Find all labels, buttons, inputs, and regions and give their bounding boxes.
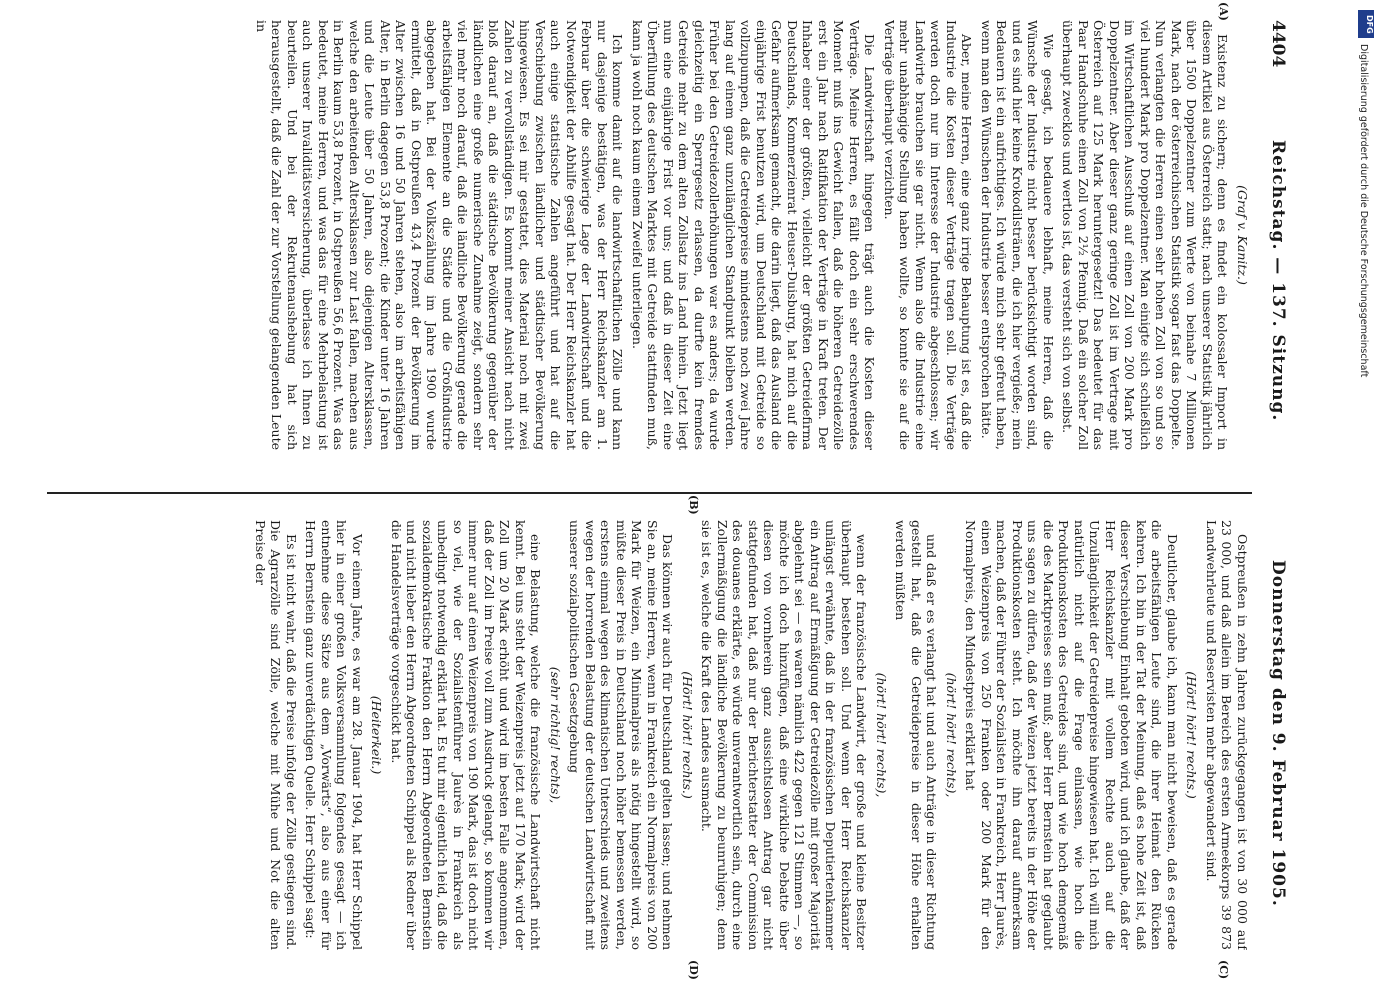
header-right-title: Donnerstag den 9. Februar 1905. xyxy=(1268,560,1288,907)
dfg-logo: DFG xyxy=(1358,10,1374,38)
rotated-page xyxy=(40,0,1300,1000)
page-number: 4404 xyxy=(1268,20,1288,68)
paragraph: und daß er es verlangt hat und auch Anträge in dieser Richtung gestellt hat, daß die Getreidepreise in dieser Höhe erhalten werden müßten xyxy=(893,520,940,950)
interjection: (hört! hört! rechts), xyxy=(944,672,959,798)
paragraph: Wie gesagt, ich bedauere lebhaft, meine Herren, daß die Wünsche der Industrie nicht besser berücksichtigt worden sind, und es sind hier keine Krokodilstränen, die ich hier vergieße; mein Bedauern ist ein aufrichtiges. Ich würde mich sehr gefreut haben, wenn man den Wünschen der Industrie besser entsprochen hätte. xyxy=(979,20,1056,450)
interjection: (hört! hört! rechts), xyxy=(874,672,889,798)
interjection: (Hört! hört! rechts.) xyxy=(680,671,695,799)
interjection: (sehr richtig! rechts), xyxy=(548,666,563,804)
right-column xyxy=(50,520,1250,950)
quotation: Es ist nicht wahr, daß die Preise infolge der Zölle gestiegen sind. Die Agrarzölle sind Zölle, welche mit Mühe und Not die alten Preise der xyxy=(253,520,299,950)
paragraph: eine Belastung, welche die französische Landwirtschaft nicht kennt. Bei uns steht der Weizenpreis jetzt auf 170 Mark; wird der Zoll um 20 Mark erhöht und wird im besten Falle angenommen, daß der Zoll im Preise voll zum Ausdruck gelangt, so kommen wir immer nur auf einen Weizenpreis von 190 Mark, das ist doch nicht so viel, wie der Sozialistenführer Jaurès in Frankreich als unbedingt notwendig erklärt hat. Es tut mir eigentlich leid, daß die sozialdemokratische Fraktion den Herrn Abgeordneten Bernstein und nicht lieber den Herrn Abgeordneten Schippel als Redner über die Handelsverträge vorgeschickt hat. xyxy=(389,520,544,950)
paragraph: Deutlicher, glaube ich, kann man nicht beweisen, daß es gerade die arbeitsfähigen Leute sind, die ihrer Heimat den Rücken kehren. Ich bin in der Tat der Meinung, daß es hohe Zeit ist, daß dieser Verschiebung Einhalt geboten wird, und ich glaube, daß der Herr Reichskanzler mit vollem Rechte auch auf die Unzulänglichkeit der Getreidepreise hingewiesen hat. Ich will mich natürlich nicht auf die Frage einlassen, wie hoch die Produktionskosten des Getreides sind, und wie hoch demgemäß die des Marktpreises sein muß; aber Herr Bernstein hat geglaubt uns sagen zu dürfen, daß der Weizen jetzt bereits in der Höhe der Produktionskosten steht. Ich möchte ihn darauf aufmerksam machen, daß der Führer der Sozialisten in Frankreich, Herr Jaurès, einen Weizenpreis von 250 Franken oder 200 Mark für den Normalpreis, den Mindestpreis erklärt hat xyxy=(963,520,1180,950)
paragraph: Aber, meine Herren, eine ganz irrige Behauptung ist es, daß die Industrie die Kosten dieser Verträge tragen soll. Die Verträge werden doch nur im Interesse der Industrie abgeschlossen; wir Landwirte brauchen sie gar nicht. Wenn also die Industrie eine mehr unabhängige Stellung haben wollte, so konnte sie auf die Verträge überhaupt verzichten. xyxy=(882,20,975,450)
paragraph: Ich komme damit auf die landwirtschaftlichen Zölle und kann nur dasjenige bestätigen, was der Herr Reichskanzler am 1. Februar über die schwierige Lage der Landwirtschaft und die Notwendigkeit der Abhilfe gesagt hat. Der Herr Reichskanzler hat auch einige statistische Zahlen angeführt und hat auf die Verschiebung zwischen ländlicher und städtischer Bevölkerung hingewiesen. Es sei mir gestattet, dies Material noch mit zwei Zahlen zu vervollständigen. Es kommt meiner Ansicht nach nicht bloß darauf an, daß die städtische Bevölkerung gegenüber der ländlichen eine große numerische Zunahme zeigt, sondern sehr viel mehr noch darauf, daß die ländliche Bevölkerung gerade die arbeitsfähigen Elemente an die Städte und die Großindustrie abgegeben hat. Bei der Volkszählung im Jahre 1900 wurde ermittelt, daß in Ostpreußen 43,4 Prozent der Bevölkerung im Alter zwischen 16 und 50 Jahren stehen, also im arbeitsfähigen Alter, in Berlin dagegen 53,8 Prozent; die Kinder unter 16 Jahren und die Leute über 50 Jahren, also diejenigen Altersklassen, welche den arbeitenden Altersklassen zur Last fallen, machen aus in Berlin kaum 53,8 Prozent, in Ostpreußen 56,6 Prozent. Was das bedeutet, meine Herren, und was das für eine Mehrbelastung ist auch unserer Invaliditätsversicherung, überlasse ich Ihnen zu beurteilen. Und bei der Rekrutenaushebung hat sich herausgestellt, daß die Zahl der zur Vorstellung gelangenden Leute in xyxy=(254,20,626,450)
column-divider xyxy=(47,492,1252,494)
paragraph: wenn der französische Landwirt, der große und kleine Besitzer überhaupt bestehen soll. Und wenn der Herr Reichskanzler unlängst erwähnte, daß in der französischen Deputiertenkammer ein Antrag auf Ermäßigung der Getreidezölle mit großer Majorität abgelehnt sei — es waren nämlich 422 gegen 121 Stimmen —, so möchte ich doch hinzufügen, daß eine wirkliche Debatte über diesen von vornherein ganz aussichtslosen Antrag gar nicht stattgefunden hat, daß nur der Berichterstatter der Commission des douanes erklärte, es würde unverantwortlich sein, durch eine Zollermäßigung die ländliche Bevölkerung zu beunruhigen; denn sie ist es, welche die Kraft des Landes ausmacht. xyxy=(699,520,870,950)
paragraph: Existenz zu sichern; denn es findet ein kolossaler Import in diesem Artikel aus Österreich statt; nach unserer Statistik jährlich über 1500 Doppelzentner zum Werte von beinahe 7 Millionen Mark, nach der österreichischen Statistik sogar fast das Doppelte. Nun verlangten die Herren einen sehr hohen Zoll von so und so viel hundert Mark pro Doppelzentner. Man einigte sich schließlich im Wirtschaftlichen Ausschuß auf einen Zoll von 200 Mark pro Doppelzentner. Aber dieser ganz geringe Zoll ist im Vertrage mit Österreich auf 125 Mark heruntergesetzt! Das bedeutet für das Paar Handschuhe einen Zoll von 2½ Pfennig. Daß ein solcher Zoll überhaupt zwecklos und wertlos ist, das versteht sich von selbst. xyxy=(1060,20,1231,450)
paragraph: Das können wir auch für Deutschland gelten lassen; und nehmen Sie an, meine Herren, wenn in Frankreich ein Normalpreis von 200 Mark für Weizen, ein Minimalpreis als nötig hingestellt wird, so müßte dieser Preis in Deutschland noch höher bemessen werden, erstens einmal wegen des klimatischen Unterschieds und zweitens wegen der horrenden Belastung der deutschen Landwirtschaft mit unserer sozialpolitischen Gesetzgebung xyxy=(567,520,676,950)
margin-mark-b: (B) xyxy=(687,495,700,515)
dfg-note: Digitalisierung gefördert durch die Deutsche Forschungsgemeinschaft xyxy=(1358,44,1369,378)
speaker-label: (Graf v. Kanitz.) xyxy=(1235,185,1250,285)
dfg-sidebar xyxy=(1356,10,1378,660)
interjection: (Hört! hört! rechts.) xyxy=(1184,671,1200,799)
paragraph: Vor einem Jahre, es war am 28. Januar 1904, hat Herr Schippel hier in einer großen Volksversammlung folgendes gesagt — ich entnehme diese Sätze aus dem „Vorwärts“, also aus einer für Herrn Bernstein ganz unverdächtigen Quelle. Herr Schippel sagt: xyxy=(303,520,365,950)
page-header xyxy=(1260,20,1300,980)
margin-mark-a: (A) xyxy=(1217,2,1230,21)
paragraph: Ostpreußen in zehn Jahren zurückgegangen ist von 30 000 auf 23 000, und daß allein im Bereich des ersten Armeekorps 39 873 Landwehrleute und Reservisten mehr abgewandert sind. xyxy=(1204,520,1250,950)
paragraph: Die Landwirtschaft hingegen trägt auch die Kosten dieser Verträge. Meine Herren, es fällt doch ein sehr erschwerendes Moment muß ins Gewicht fallen, daß die höheren Getreidezölle erst ein Jahr nach Ratifikation der Verträge in Kraft treten. Der Inhaber einer der größten, vielleicht der größten Getreidefirma Deutschlands, Kommerzienrat Heuser-Duisburg, hat mich auf die Gefahr aufmerksam gemacht, die darin liegt, daß das Ausland die einjährige Frist benutzen wird, um Deutschland mit Getreide so vollzupumpen, daß die Getreidepreise mindestens noch zwei Jahre lang auf einem ganz unzulänglichen Standpunkt bleiben werden. Früher bei den Getreidezollerhöhungen war es anders; da wurde gleichzeitig ein Sperrgesetz erlassen, da durfte kein fremdes Getreide mehr zu dem alten Zollsatz ins Land hinein. Jetzt liegt nun eine einjährige Frist vor uns; und daß in dieser Zeit eine Überfüllung des deutschen Marktes mit Getreide stattfinden muß, kann ja wohl noch kaum einem Zweifel unterliegen. xyxy=(630,20,878,450)
margin-mark-d: (D) xyxy=(687,960,700,980)
interjection: (Heiterkeit.) xyxy=(369,695,385,775)
margin-mark-c: (C) xyxy=(1217,960,1230,980)
header-left-title: Reichstag. — 137. Sitzung. xyxy=(1268,140,1288,422)
left-column xyxy=(50,20,1250,450)
